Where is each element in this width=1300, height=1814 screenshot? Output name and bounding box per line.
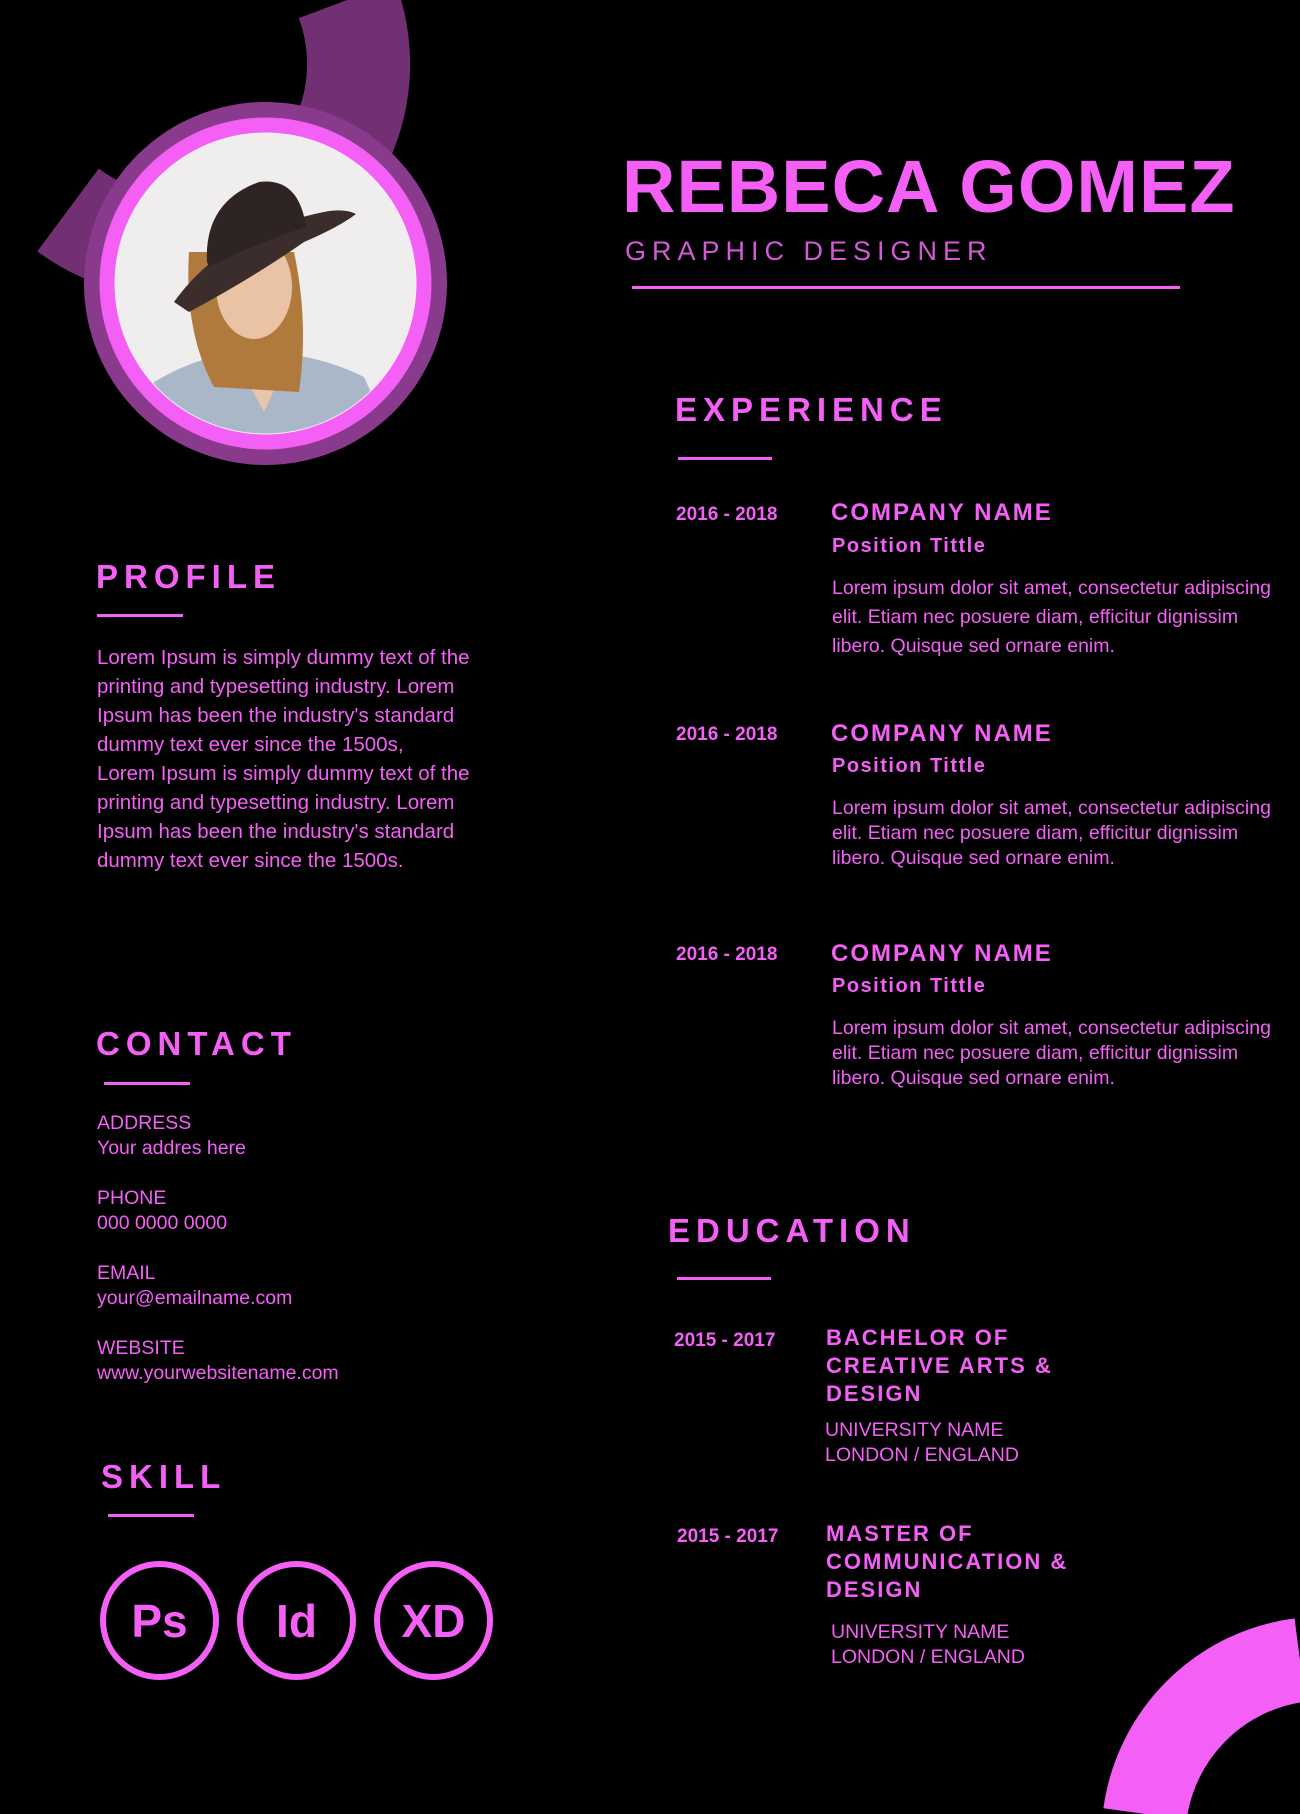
contact-divider	[104, 1082, 190, 1085]
experience-description: Lorem ipsum dolor sit amet, consectetur adipiscing elit. Etiam nec posuere diam, efficitur dignissim libero. Quisque sed ornare enim.	[832, 1017, 1271, 1089]
candidate-name: REBECA GOMEZ	[622, 145, 1236, 228]
university-location: LONDON / ENGLAND	[825, 1444, 1019, 1466]
education-heading: EDUCATION	[668, 1212, 916, 1249]
contact-website	[97, 1336, 497, 1386]
university-name: UNIVERSITY NAME	[831, 1621, 1010, 1643]
contact-email	[97, 1261, 497, 1311]
experience-date: 2016 - 2018	[676, 944, 778, 965]
experience-date: 2016 - 2018	[676, 504, 778, 525]
skill-xd-icon: XD	[374, 1561, 493, 1680]
experience-date: 2016 - 2018	[676, 724, 778, 745]
contact-value: Your addres here	[97, 1137, 246, 1159]
experience-description: Lorem ipsum dolor sit amet, consectetur adipiscing elit. Etiam nec posuere diam, efficitur dignissim libero. Quisque sed ornare enim.	[832, 797, 1271, 869]
contact-phone	[97, 1186, 497, 1236]
experience-divider	[678, 457, 772, 460]
avatar	[84, 102, 447, 465]
contact-label: ADDRESS	[97, 1112, 192, 1134]
experience-description: Lorem ipsum dolor sit amet, consectetur adipiscing elit. Etiam nec posuere diam, efficitur dignissim libero. Quisque sed ornare enim.	[832, 577, 1271, 657]
contact-address	[97, 1111, 497, 1161]
profile-heading: PROFILE	[96, 558, 282, 595]
university-location: LONDON / ENGLAND	[831, 1646, 1025, 1668]
education-degree: BACHELOR OF CREATIVE ARTS & DESIGN	[826, 1325, 1053, 1406]
education-date: 2015 - 2017	[674, 1330, 776, 1351]
experience-company: COMPANY NAME	[831, 499, 1053, 526]
education-school	[825, 1418, 1125, 1468]
profile-text	[97, 643, 477, 875]
experience-position: Position Tittle	[832, 755, 987, 777]
experience-company: COMPANY NAME	[831, 940, 1053, 967]
profile-divider	[97, 614, 183, 617]
header-divider	[632, 286, 1180, 289]
experience-heading: EXPERIENCE	[675, 391, 948, 428]
contact-value[interactable]: www.yourwebsitename.com	[97, 1362, 339, 1384]
profile-paragraph: Lorem Ipsum is simply dummy text of the printing and typesetting industry. Lorem Ipsum has been the industry's standard dummy text ever since the 1500s.	[97, 762, 470, 872]
experience-company: COMPANY NAME	[831, 720, 1053, 747]
skill-divider	[108, 1514, 194, 1517]
experience-position: Position Tittle	[832, 535, 987, 557]
contact-heading: CONTACT	[96, 1025, 297, 1062]
education-divider	[677, 1277, 771, 1280]
profile-photo	[84, 102, 447, 465]
contact-value: 000 0000 0000	[97, 1212, 228, 1234]
contact-label: PHONE	[97, 1187, 167, 1209]
experience-position: Position Tittle	[832, 975, 987, 997]
university-name: UNIVERSITY NAME	[825, 1419, 1004, 1441]
education-school	[831, 1620, 1131, 1670]
contact-label: WEBSITE	[97, 1337, 185, 1359]
education-date: 2015 - 2017	[677, 1526, 779, 1547]
education-degree: MASTER OF COMMUNICATION & DESIGN	[826, 1521, 1069, 1602]
skill-photoshop-icon: Ps	[100, 1561, 219, 1680]
contact-label: EMAIL	[97, 1262, 156, 1284]
profile-paragraph: Lorem Ipsum is simply dummy text of the printing and typesetting industry. Lorem Ipsum has been the industry's standard dummy text ever since the 1500s,	[97, 646, 470, 756]
job-title: GRAPHIC DESIGNER	[625, 236, 993, 266]
skill-indesign-icon: Id	[237, 1561, 356, 1680]
contact-value[interactable]: your@emailname.com	[97, 1287, 293, 1309]
skill-heading: SKILL	[101, 1458, 227, 1495]
